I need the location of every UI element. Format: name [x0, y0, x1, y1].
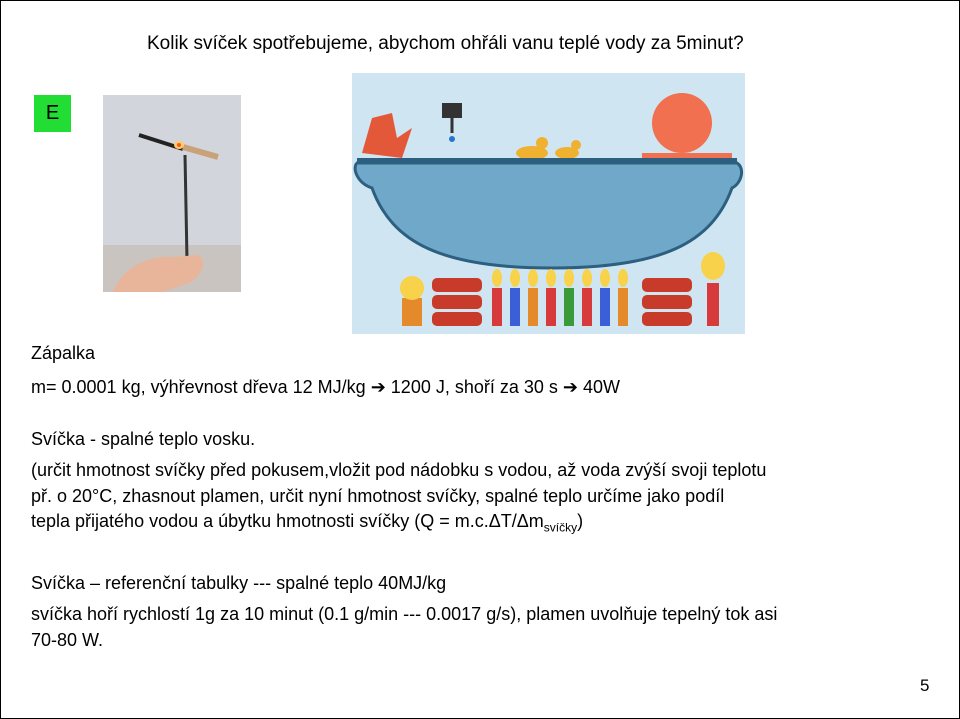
match-photo — [103, 95, 241, 292]
arrow-right-icon: ➔ — [562, 377, 579, 397]
burn-line-2: 70-80 W. — [31, 630, 104, 650]
slide-title: Kolik svíček spotřebujeme, abychom ohřáli vanu teplé vody za 5minut? — [147, 33, 744, 54]
arrow-right-icon: ➔ — [370, 377, 386, 397]
burn-line-1: svíčka hoří rychlostí 1g za 10 minut (0.1 g/min --- 0.0017 g/s), plamen uvolňuje tepelný tok asi — [31, 604, 778, 624]
reference-line: Svíčka – referenční tabulky --- spalné teplo 40MJ/kg — [31, 573, 447, 593]
svicka-heading: Svíčka - spalné teplo vosku. — [31, 429, 256, 449]
badge-e: E — [34, 95, 71, 132]
method-line-3: tepla přijatého vodou a úbytku hmotnosti svíčky $(Q = m.c.\Delta T/\Delta m_{svíčky})$ — [31, 511, 584, 535]
zapalka-calc: m= 0.0001 kg, výhřevnost dřeva 12 MJ/kg ➔ 1200 J, shoří za 30 s ➔ 40W — [31, 377, 621, 397]
method-line-1: (určit hmotnost svíčky před pokusem,vložit pod nádobku s vodou, až voda zvýší svoji teplotu — [31, 460, 767, 480]
zapalka-label: Zápalka — [31, 343, 96, 363]
bathtub-illustration — [352, 73, 745, 334]
page-number: 5 — [920, 676, 930, 695]
method-line-2: př. o 20°C, zhasnout plamen, určit nyní hmotnost svíčky, spalné teplo určíme jako podíl — [31, 486, 725, 506]
